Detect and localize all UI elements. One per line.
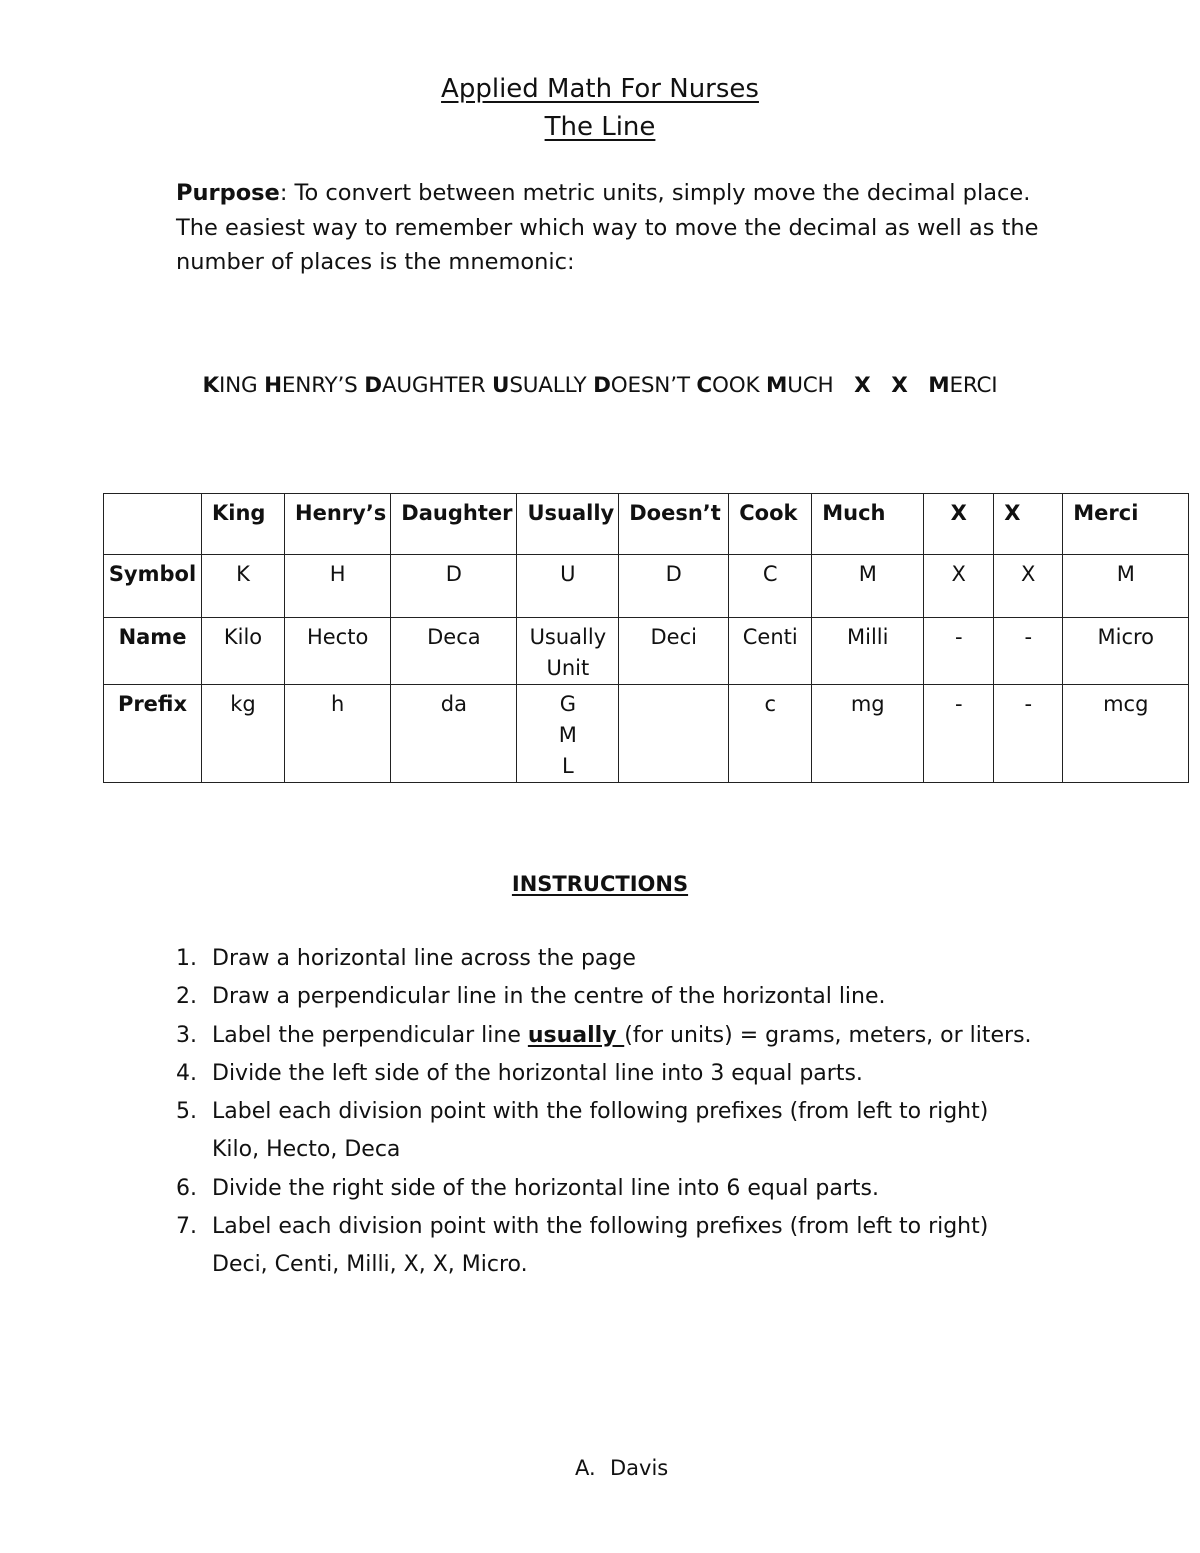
list-item bbox=[176, 1093, 1076, 1170]
instructions-list bbox=[176, 940, 1076, 1285]
step-text: (for units) = grams, meters, or liters. bbox=[624, 1022, 1032, 1048]
step-number: 6. bbox=[176, 1175, 197, 1201]
table-cell: M bbox=[1063, 555, 1189, 618]
mnemonic-word: USUALLY bbox=[492, 373, 587, 398]
table-cell: c bbox=[729, 685, 812, 783]
table-cell bbox=[619, 685, 729, 783]
table-cell: Centi bbox=[729, 618, 812, 685]
table-cell: Milli bbox=[812, 618, 924, 685]
table-cell: - bbox=[924, 618, 994, 685]
row-label: Prefix bbox=[104, 685, 202, 783]
step-keyword: usually bbox=[527, 1022, 625, 1048]
table-cell: G M L bbox=[517, 685, 619, 783]
table-header-cell bbox=[104, 494, 202, 555]
table-cell: D bbox=[619, 555, 729, 618]
purpose-paragraph bbox=[176, 176, 1076, 280]
table-header-cell: Daughter bbox=[391, 494, 517, 555]
table-cell: kg bbox=[202, 685, 285, 783]
table-header-cell: X bbox=[924, 494, 994, 555]
mnemonic-word: MERCI bbox=[928, 373, 998, 398]
list-item bbox=[176, 1170, 1076, 1208]
table-cell: X bbox=[924, 555, 994, 618]
table-header-cell: Merci bbox=[1063, 494, 1189, 555]
mnemonic-word: DAUGHTER bbox=[364, 373, 486, 398]
table-header-cell: King bbox=[202, 494, 285, 555]
table-cell: Micro bbox=[1063, 618, 1189, 685]
list-item bbox=[176, 1055, 1076, 1093]
step-number: 4. bbox=[176, 1060, 197, 1086]
step-number: 1. bbox=[176, 946, 197, 971]
mnemonic-word: MUCH bbox=[766, 373, 834, 398]
table-cell: mcg bbox=[1063, 685, 1189, 783]
mnemonic-word: DOESN’T bbox=[593, 373, 690, 398]
table-row-prefix bbox=[104, 685, 1189, 783]
metric-conversion-table bbox=[103, 493, 1189, 783]
footer-author: Davis bbox=[610, 1456, 669, 1480]
table-row-symbol bbox=[104, 555, 1189, 618]
list-item bbox=[176, 1208, 1076, 1285]
list-item bbox=[176, 1017, 1076, 1055]
table-cell: h bbox=[285, 685, 391, 783]
table-header-cell: Doesn’t bbox=[619, 494, 729, 555]
table-header-cell: Henry’s bbox=[285, 494, 391, 555]
step-text: Label the perpendicular line bbox=[212, 1022, 528, 1048]
table-cell: C bbox=[729, 555, 812, 618]
step-number: 2. bbox=[176, 984, 197, 1010]
table-row-name bbox=[104, 618, 1189, 685]
table-cell: Hecto bbox=[285, 618, 391, 685]
list-item bbox=[176, 940, 1076, 978]
table-cell: Deca bbox=[391, 618, 517, 685]
purpose-text: : To convert between metric units, simply move the decimal place. The easiest way to remember which way to move the decimal as well as the number of places is the mnemonic: bbox=[176, 180, 1039, 275]
page-subtitle: The Line bbox=[544, 112, 656, 142]
mnemonic-line bbox=[0, 373, 1200, 398]
mnemonic-word: X bbox=[854, 373, 871, 398]
step-text: Label each division point with the following prefixes (from left to right) bbox=[212, 1099, 989, 1125]
step-number: 3. bbox=[176, 1022, 197, 1048]
step-text: Draw a perpendicular line in the centre of the horizontal line. bbox=[212, 984, 886, 1010]
footer-number: A. bbox=[575, 1456, 596, 1480]
table-cell: K bbox=[202, 555, 285, 618]
step-number: 5. bbox=[176, 1099, 197, 1125]
table-header-cell: Cook bbox=[729, 494, 812, 555]
table-header-row bbox=[104, 494, 1189, 555]
table-header-cell: X bbox=[994, 494, 1063, 555]
table-cell: H bbox=[285, 555, 391, 618]
purpose-label: Purpose bbox=[176, 180, 280, 206]
table-cell: U bbox=[517, 555, 619, 618]
table-cell: - bbox=[994, 618, 1063, 685]
table-cell: - bbox=[924, 685, 994, 783]
table-cell: Deci bbox=[619, 618, 729, 685]
row-label: Symbol bbox=[104, 555, 202, 618]
table-cell: da bbox=[391, 685, 517, 783]
mnemonic-word: COOK bbox=[696, 373, 760, 398]
list-item bbox=[176, 978, 1076, 1016]
page-footer bbox=[575, 1456, 668, 1480]
table-cell: mg bbox=[812, 685, 924, 783]
step-text: Divide the left side of the horizontal line into 3 equal parts. bbox=[212, 1060, 863, 1086]
step-text: Divide the right side of the horizontal line into 6 equal parts. bbox=[212, 1175, 879, 1201]
table-cell: Usually Unit bbox=[517, 618, 619, 685]
table-cell: Kilo bbox=[202, 618, 285, 685]
step-text: Draw a horizontal line across the page bbox=[212, 946, 636, 971]
instructions-heading: INSTRUCTIONS bbox=[511, 872, 689, 896]
mnemonic-word: X bbox=[891, 373, 908, 398]
table-header-cell: Usually bbox=[517, 494, 619, 555]
row-label: Name bbox=[104, 618, 202, 685]
table-cell: M bbox=[812, 555, 924, 618]
table-cell: - bbox=[994, 685, 1063, 783]
table-header-cell: Much bbox=[812, 494, 924, 555]
step-text: Label each division point with the following prefixes (from left to right) bbox=[212, 1214, 989, 1240]
mnemonic-word: HENRY’S bbox=[264, 373, 358, 398]
mnemonic-word: KING bbox=[202, 373, 258, 398]
step-number: 7. bbox=[176, 1214, 197, 1240]
step-text-continued: Kilo, Hecto, Deca bbox=[212, 1137, 401, 1163]
table-cell: D bbox=[391, 555, 517, 618]
step-text-continued: Deci, Centi, Milli, X, X, Micro. bbox=[212, 1252, 528, 1278]
table-cell: X bbox=[994, 555, 1063, 618]
page-title: Applied Math For Nurses bbox=[441, 74, 759, 104]
